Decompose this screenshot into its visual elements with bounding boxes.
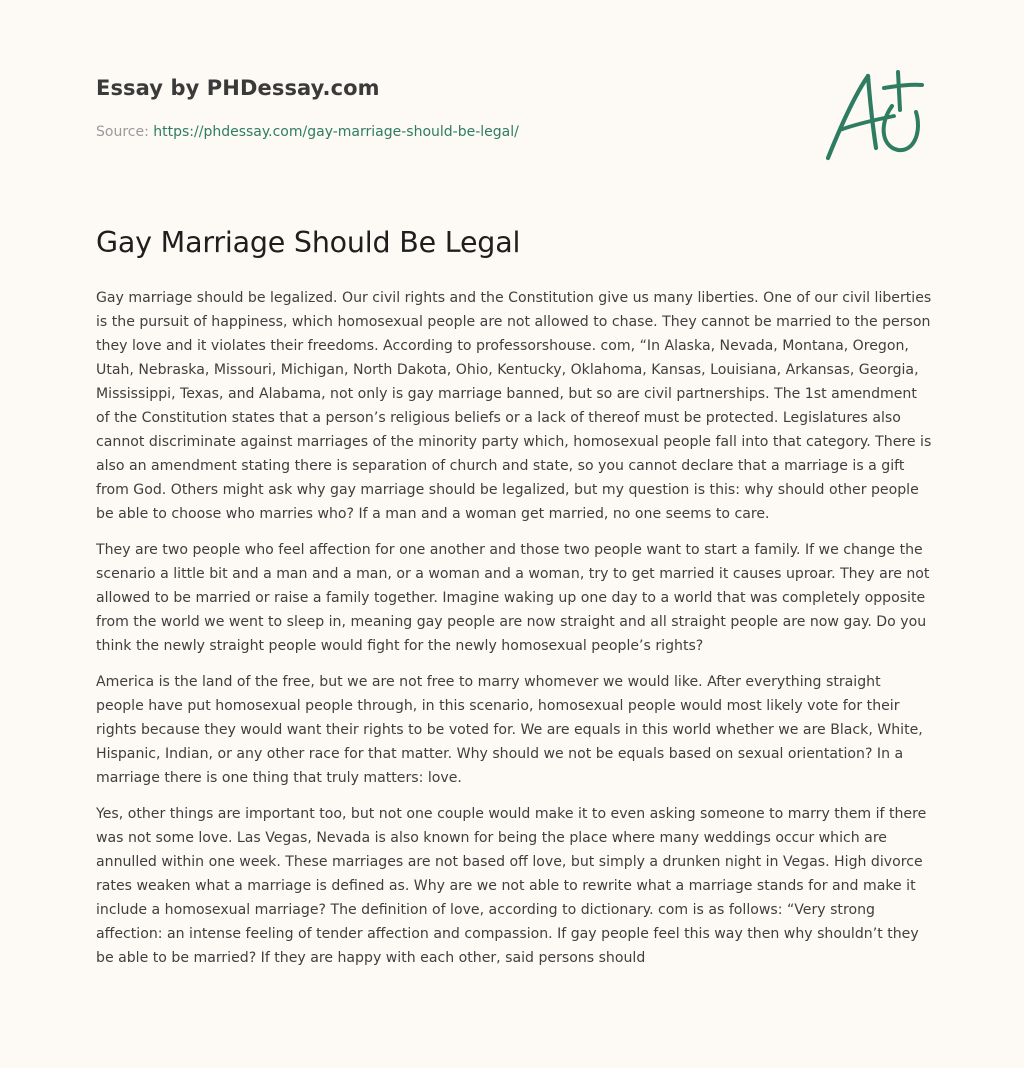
essay-paragraph: They are two people who feel affection for one another and those two people want to start a family. If we change the scenario a little bit and a man and a man, or a woman and a woman, try to get married it causes uproar. They are not allowed to be married or raise a family together. Imagine waking up one day to a world that was completely opposite from the world we went to sleep in, meaning gay people are now straight and all straight people are now gay. Do you think the newly straight people would fight for the newly homosexual people’s rights? [96,542,930,654]
source-link[interactable]: https://phdessay.com/gay-marriage-should-be-legal/ [153,124,519,140]
essay-title: Gay Marriage Should Be Legal [96,226,521,259]
page-header [0,0,1024,200]
essay-paragraph: America is the land of the free, but we are not free to marry whomever we would like. After everything straight people have put homosexual people through, in this scenario, homosexual people would most likely vote for their rights because they would want their rights to be voted for. We are equals in this world whether we are Black, White, Hispanic, Indian, or any other race for that matter. Why should we not be equals based on sexual orientation? In a marriage there is one thing that truly matters: love. [96,674,923,786]
source-line [96,124,519,140]
a-plus-logo-icon [818,66,930,166]
brand-title: Essay by PHDessay.com [96,76,380,100]
essay-body [96,286,932,982]
source-label: Source: [96,124,154,140]
essay-paragraph: Yes, other things are important too, but not one couple would make it to even asking someone to marry them if there was not some love. Las Vegas, Nevada is also known for being the place where many weddings occur which are annulled within one week. These marriages are not based off love, but simply a drunken night in Vegas. High divorce rates weaken what a marriage is defined as. Why are we not able to rewrite what a marriage stands for and make it include a homosexual marriage? The definition of love, according to dictionary. com is as follows: “Very strong affection: an intense feeling of tender affection and compassion. If gay people feel this way then why shouldn’t they be able to be married? If they are happy with each other, said persons should [96,806,927,966]
essay-paragraph: Gay marriage should be legalized. Our civil rights and the Constitution give us many liberties. One of our civil liberties is the pursuit of happiness, which homosexual people are not allowed to chase. They cannot be married to the person they love and it violates their freedoms. According to professorshouse. com, “In Alaska, Nevada, Montana, Oregon, Utah, Nebraska, Missouri, Michigan, North Dakota, Ohio, Kentucky, Oklahoma, Kansas, Louisiana, Arkansas, Georgia, Mississippi, Texas, and Alabama, not only is gay marriage banned, but so are civil partnerships. The 1st amendment of the Constitution states that a person’s religious beliefs or a lack of thereof must be protected. Legislatures also cannot discriminate against marriages of the minority party which, homosexual people fall into that category. There is also an amendment stating there is separation of church and state, so you cannot declare that a marriage is a gift from God. Others might ask why gay marriage should be legalized, but my question is this: why should other people be able to choose who marries who? If a man and a woman get married, no one seems to care. [96,290,932,522]
